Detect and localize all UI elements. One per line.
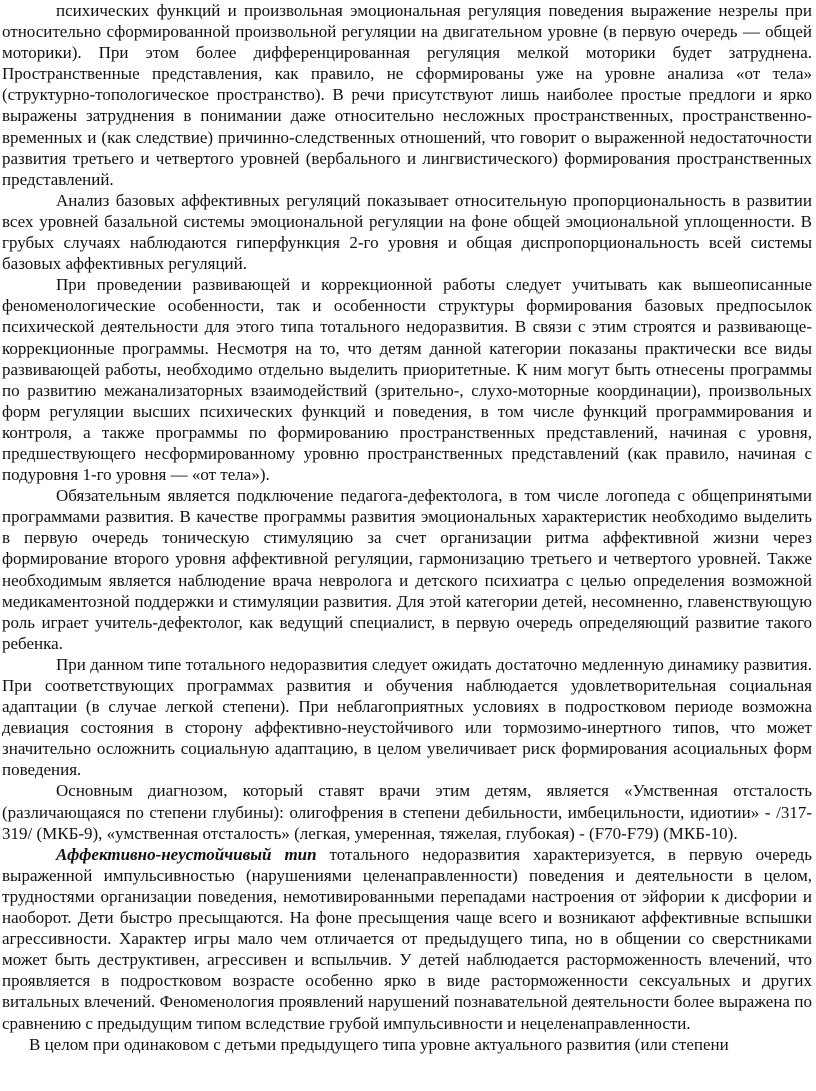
paragraph-specialists: Обязательным является подключение педагога-дефектолога, в том числе логопеда с общепринятыми программами развития. В качестве программы развития эмоциональных характеристик необходимо выделить в первую очередь тоническую стимуляцию за счет организации ритма аффективной жизни через формирование второго уровня аффективной регуляции, гармонизацию третьего и четвертого уровней. Также необходимым является наблюдение врача невролога и детского психиатра с целью определения возможной медикаментозной поддержки и стимуляции развития. Для этой категории детей, несомненно, главенствующую роль играет учитель-дефектолог, как ведущий специалист, в первую очередь определяющий развитие такого ребенка. bbox=[2, 486, 812, 653]
paragraph-continuation: психических функций и произвольная эмоциональная регуляция поведения выражение незрелы при относительно сформированной произвольной регуляции на двигательном уровне (в первую очередь — общей моторики). При этом более дифференцированная регуляция мелкой моторики будет затруднена. Пространственные представления, как правило, не сформированы уже на уровне анализа «от тела» (структурно-топологическое пространство). В речи присутствуют лишь наиболее простые предлоги и ярко выражены затруднения в понимании даже относительно несложных пространственных, пространственно-временных и (как следствие) причинно-следственных отношений, что говорит о выраженной недостаточности развития третьего и четвертого уровней (вербального и лингвистического) формирования пространственных представлений. bbox=[2, 1, 812, 189]
paragraph-diagnosis: Основным диагнозом, который ставят врачи этим детям, является «Умственная отсталость (различающаяся по степени глубины): олигофрения в степени дебильности, имбецильности, идиотии» - /317-319/ (МКБ-9), «умственная отсталость» (легкая, умеренная, тяжелая, глубокая) - (F70-F79) (МКБ-10). bbox=[2, 781, 812, 843]
paragraph-dynamics: При данном типе тотального недоразвития следует ожидать достаточно медленную динамику развития. При соответствующих программах развития и обучения наблюдается удовлетворительная социальная адаптации (в случае легкой степени). При неблагоприятных условиях в подростковом периоде возможна девиация состояния в сторону аффективно-неустойчивого или тормозимо-инертного типов, что может значительно осложнить социальную адаптацию, в целом увеличивает риск формирования асоциальных форм поведения. bbox=[2, 654, 812, 780]
document-body bbox=[2, 0, 812, 1055]
paragraph-affective-regulation: Анализ базовых аффективных регуляций показывает относительную пропорциональность в развитии всех уровней базальной системы эмоциональной регуляции на фоне общей эмоциональной уплощенности. В грубых случаях наблюдаются гиперфункция 2-го уровня и общая диспропорциональность всей системы базовых аффективных регуляций. bbox=[2, 190, 812, 274]
paragraph-affective-unstable-type bbox=[2, 844, 812, 1034]
paragraph-affective-unstable-text: тотального недоразвития характеризуется, в первую очередь выраженной импульсивностью (нарушениями целенаправленности) поведения и деятельности в целом, трудностями организации поведения, немотивированными перепадами настроения от эйфории к дисфории и наоборот. Дети быстро пресыщаются. На фоне пресыщения чаще всего и возникают аффективные вспышки агрессивности. Характер игры мало чем отличается от предыдущего типа, но в общении со сверстниками может быть деструктивен, агрессивен и вспыльчив. У детей наблюдается расторможенность влечений, что проявляется в подростковом возрасте особенно ярко в виде расторможенности сексуальных и других витальных влечений. Феноменология проявлений нарушений познавательной деятельности более выражена по сравнению с предыдущим типом вследствие грубой импульсивности и нецеленаправленности. bbox=[2, 844, 812, 1033]
paragraph-correction-work: При проведении развивающей и коррекционной работы следует учитывать как вышеописанные феноменологические особенности, так и особенности структуры формирования базовых предпосылок психической деятельности для этого типа тотального недоразвития. В связи с этим строятся и развивающе-коррекционные программы. Несмотря на то, что детям данной категории показаны практически все виды развивающей работы, необходимо отдельно выделить приоритетные. К ним могут быть отнесены программы по развитию межанализаторных взаимодействий (зрительно-, слухо-моторные координации), произвольных форм регуляции высших психических функций и поведения, в том числе функций программирования и контроля, а также программы по формированию пространственных представлений, начиная с уровня, предшествующего несформированному уровню пространственных представлений (как правило, начиная с подуровня 1-го уровня — «от тела»). bbox=[2, 275, 812, 485]
paragraph-final-fragment: В целом при одинаковом с детьми предыдущего типа уровне актуального развития (или степени bbox=[29, 1034, 729, 1054]
term-affective-unstable-type: Аффективно-неустойчивый тип bbox=[56, 844, 317, 864]
